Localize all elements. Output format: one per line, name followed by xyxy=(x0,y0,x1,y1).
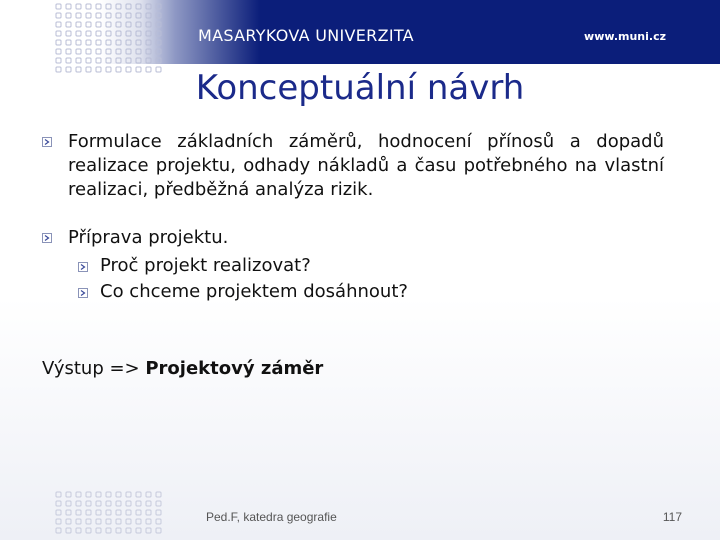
output-result: Projektový záměr xyxy=(145,358,324,379)
arrow-box-icon xyxy=(78,262,88,272)
output-line xyxy=(42,358,323,379)
university-url[interactable]: www.muni.cz xyxy=(584,30,666,43)
slide-title: Konceptuální návrh xyxy=(195,68,525,108)
bullet-item: Formulace základních záměrů, hodnocení přínosů a dopadů realizace projektu, odhady nákladů a času potřebného na vlastní realizaci, předběžná analýza rizik. xyxy=(68,131,664,200)
footer-text: Ped.F, katedra geografie xyxy=(206,510,337,524)
sub-bullet-item: Co chceme projektem dosáhnout? xyxy=(100,281,408,302)
arrow-box-icon xyxy=(42,233,52,243)
sub-bullet-item: Proč projekt realizovat? xyxy=(100,255,311,276)
bullet-item: Příprava projektu. xyxy=(68,227,229,248)
output-prefix: Výstup => xyxy=(42,358,146,379)
page-number: 117 xyxy=(662,510,682,524)
arrow-box-icon xyxy=(42,137,52,147)
dot-grid-icon xyxy=(52,488,172,540)
arrow-box-icon xyxy=(78,288,88,298)
university-name: MASARYKOVA UNIVERZITA xyxy=(198,26,414,45)
